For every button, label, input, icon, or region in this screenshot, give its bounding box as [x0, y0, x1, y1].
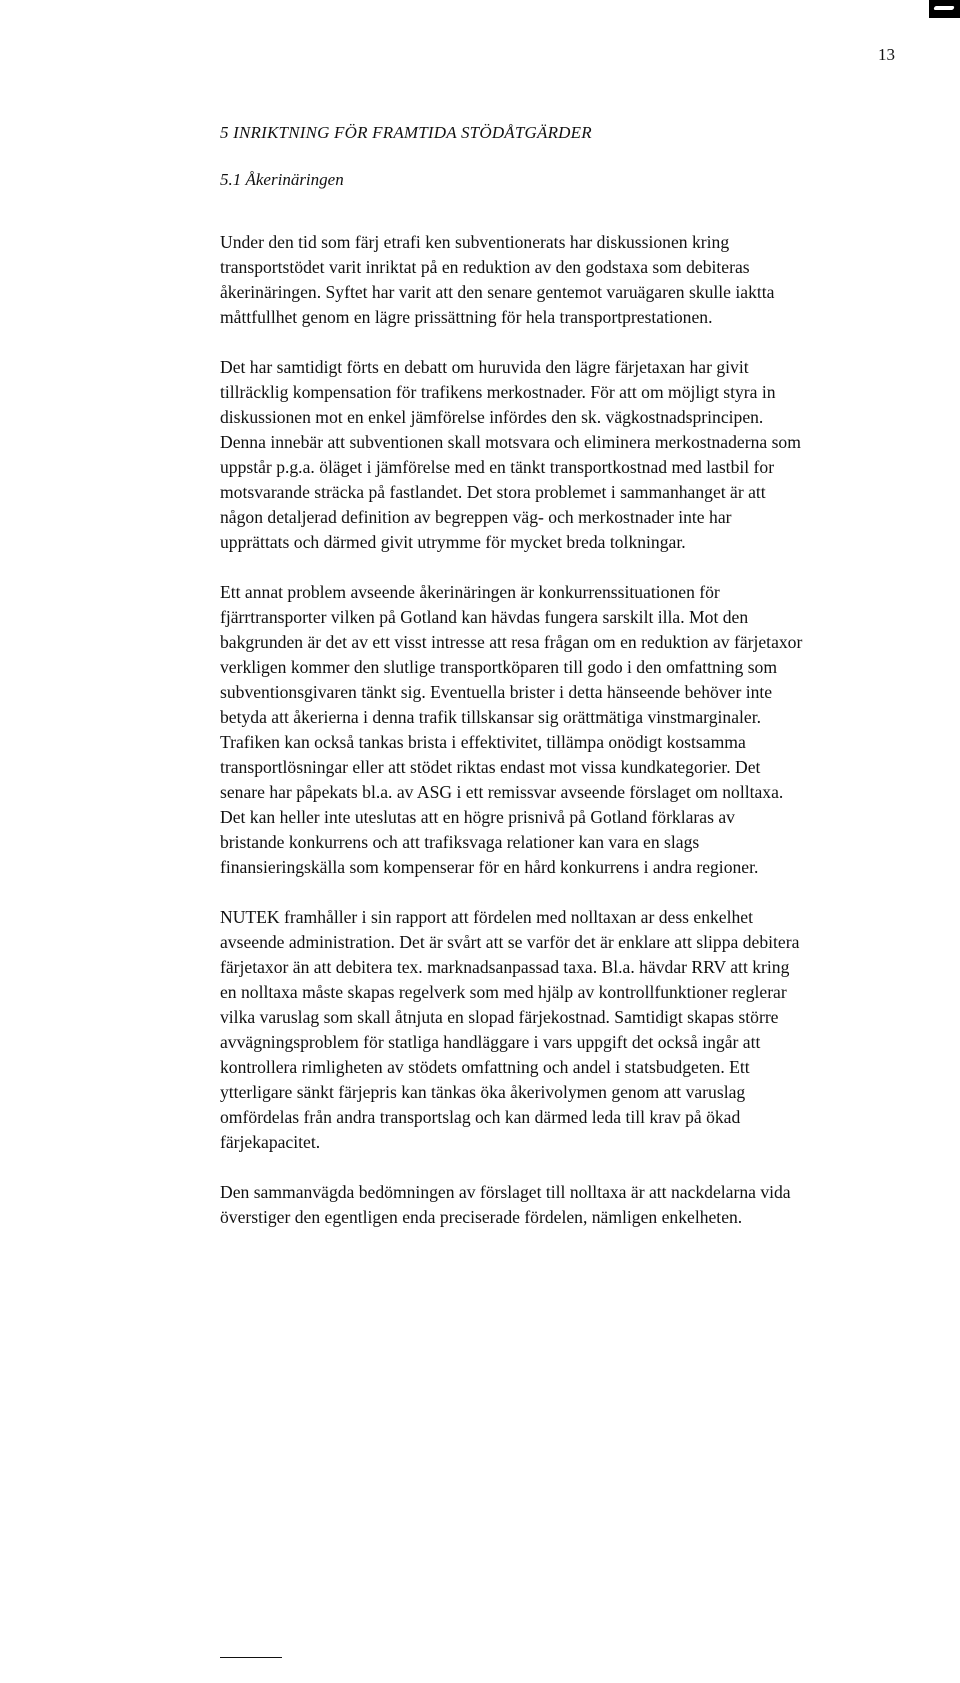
paragraph-line: färjekapacitet.: [220, 1132, 321, 1152]
paragraph-line: uppstår p.g.a. öläget i jämförelse med en tänkt transportkostnad med lastbil for: [220, 457, 775, 477]
chapter-heading: 5 INRIKTNING FÖR FRAMTIDA STÖDÅTGÄRDER: [220, 123, 592, 142]
page-number: 13: [878, 45, 895, 64]
paragraph-line: Det kan heller inte uteslutas att en högre prisnivå på Gotland förklaras av: [220, 807, 735, 827]
paragraph-line: kontrollera rimligheten av stödets omfattning och andel i statsbudgeten. Ett: [220, 1057, 750, 1077]
paragraph-line: NUTEK framhåller i sin rapport att fördelen med nolltaxan ar dess enkelhet: [220, 907, 754, 927]
paragraph-line: vilka varuslag som skall åtnjuta en slopad färjekostnad. Samtidigt skapas större: [220, 1007, 779, 1027]
paragraph-line: finansieringskälla som kompenserar för en hård konkurrens i andra regioner.: [220, 857, 759, 877]
paragraph-line: subventionsgivaren tänkt sig. Eventuella brister i detta hänseende behöver inte: [220, 682, 773, 702]
scan-corner-mark: [929, 0, 960, 18]
paragraph-line: åkerinäringen. Syftet har varit att den senare gentemot varuägaren skulle iaktta: [220, 282, 775, 302]
paragraph-line: bakgrunden är det av ett visst intresse att resa frågan om en reduktion av färjetaxor: [220, 632, 803, 652]
paragraph-4: [220, 905, 866, 1155]
page-content: [220, 121, 866, 1230]
paragraph-line: Den sammanvägda bedömningen av förslaget till nolltaxa är att nackdelarna vida: [220, 1182, 791, 1202]
paragraph-1: [220, 230, 866, 330]
paragraph-line: en nolltaxa måste skapas regelverk som med hjälp av kontrollfunktioner reglerar: [220, 982, 787, 1002]
section-heading: 5.1 Åkerinäringen: [220, 170, 344, 189]
paragraph-line: någon detaljerad definition av begreppen väg- och merkostnader inte har: [220, 507, 732, 527]
footnote-rule: [220, 1657, 282, 1658]
paragraph-line: Det har samtidigt förts en debatt om huruvida den lägre färjetaxan har givit: [220, 357, 749, 377]
paragraph-line: transportstödet varit inriktat på en reduktion av den godstaxa som debiteras: [220, 257, 750, 277]
paragraph-line: Trafiken kan också tankas brista i effektivitet, tillämpa onödigt kostsamma: [220, 732, 746, 752]
paragraph-line: motsvarande sträcka på fastlandet. Det stora problemet i sammanhanget är att: [220, 482, 766, 502]
paragraph-line: färjetaxor än att debitera tex. marknadsanpassad taxa. Bl.a. hävdar RRV att kring: [220, 957, 790, 977]
paragraph-line: diskussionen mot en enkel jämförelse infördes den sk. vägkostnadsprincipen.: [220, 407, 764, 427]
paragraph-line: senare har påpekats bl.a. av ASG i ett remissvar avseende förslaget om nolltaxa.: [220, 782, 784, 802]
paragraph-line: avseende administration. Det är svårt att se varför det är enklare att slippa debitera: [220, 932, 800, 952]
paragraph-line: överstiger den egentligen enda preciserade fördelen, nämligen enkelheten.: [220, 1207, 743, 1227]
paragraph-5: [220, 1180, 866, 1230]
paragraph-line: tillräcklig kompensation för trafikens merkostnader. För att om möjligt styra in: [220, 382, 776, 402]
paragraph-2: [220, 355, 866, 555]
paragraph-line: måttfullhet genom en lägre prissättning för hela transportprestationen.: [220, 307, 713, 327]
paragraph-line: verkligen kommer den slutlige transportköparen till godo i den omfattning som: [220, 657, 778, 677]
paragraph-line: ytterligare sänkt färjepris kan tänkas öka åkerivolymen genom att varuslag: [220, 1082, 746, 1102]
paragraph-line: transportlösningar eller att stödet riktas endast mot vissa kundkategorier. Det: [220, 757, 761, 777]
paragraph-line: avvägningsproblem för statliga handläggare i vars uppgift det också ingår att: [220, 1032, 761, 1052]
paragraph-line: betyda att åkerierna i denna trafik tillskansar sig orättmätiga vinstmarginaler.: [220, 707, 761, 727]
paragraph-line: Ett annat problem avseende åkerinäringen är konkurrenssituationen för: [220, 582, 720, 602]
paragraph-line: omfördelas från andra transportslag och kan därmed leda till krav på ökad: [220, 1107, 741, 1127]
paragraph-line: fjärrtransporter vilken på Gotland kan hävdas fungera sarskilt illa. Mot den: [220, 607, 749, 627]
paragraph-line: bristande konkurrens och att trafiksvaga relationer kan vara en slags: [220, 832, 700, 852]
paragraph-line: upprättats och därmed givit utrymme för mycket breda tolkningar.: [220, 532, 686, 552]
paragraph-line: Denna innebär att subventionen skall motsvara och eliminera merkostnaderna som: [220, 432, 801, 452]
paragraph-3: [220, 580, 866, 880]
paragraph-line: Under den tid som färj etrafi ken subventionerats har diskussionen kring: [220, 232, 730, 252]
